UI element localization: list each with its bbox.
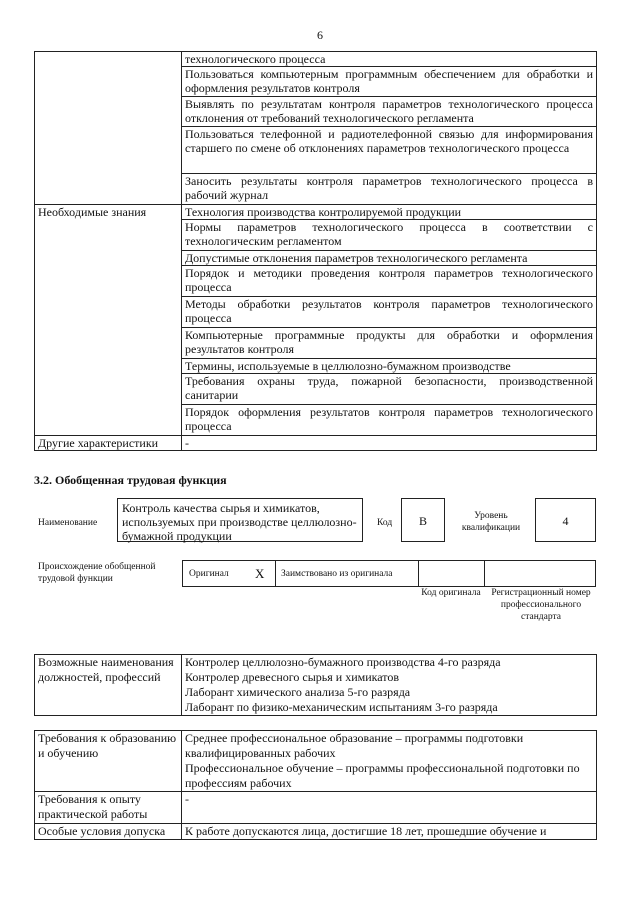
experience-label: Требования к опыту практической работы: [35, 792, 182, 824]
code-value: В: [401, 498, 445, 542]
skill-item: Заносить результаты контроля параметров технологического процесса в рабочий журнал: [182, 174, 597, 205]
divider: [418, 561, 419, 586]
education-item: Профессиональное обучение – программы профессиональной подготовки по профессиям рабочих: [185, 761, 580, 790]
position-item: Лаборант химического анализа 5-го разряда: [185, 685, 411, 699]
code-original-caption: Код оригинала: [421, 588, 481, 598]
name-label: Наименование: [38, 518, 98, 528]
origin-box: [182, 560, 596, 587]
other-characteristics-label: Другие характеристики: [35, 436, 182, 451]
skills-label-cell: [35, 52, 182, 205]
knowledge-item: Допустимые отклонения параметров технологического регламента: [182, 251, 597, 266]
skill-item: Пользоваться компьютерным программным обеспечением для обработки и оформления результатов контроля: [182, 67, 597, 97]
labor-actions-table: [34, 51, 597, 451]
knowledge-item: Методы обработки результатов контроля параметров технологического процесса: [182, 297, 597, 328]
admission-label: Особые условия допуска: [35, 824, 182, 840]
experience-value: -: [182, 792, 597, 824]
function-name: Контроль качества сырья и химикатов, используемых при производстве целлюлозно-бумажной продукции: [122, 501, 357, 543]
divider: [275, 561, 276, 586]
skill-item: технологического процесса: [182, 52, 597, 67]
level-value: 4: [535, 498, 596, 542]
position-item: Лаборант по физико-механическим испытаниям 3-го разряда: [185, 700, 498, 714]
function-name-box: [117, 498, 363, 542]
page-number: 6: [317, 28, 323, 42]
knowledge-item: Порядок оформления результатов контроля параметров технологического процесса: [182, 405, 597, 436]
knowledge-item: Компьютерные программные продукты для обработки и оформления результатов контроля: [182, 328, 597, 359]
original-label: Оригинал: [189, 569, 229, 579]
knowledge-item: Требования охраны труда, пожарной безопасности, производственной санитарии: [182, 374, 597, 405]
requirements-table: [34, 730, 597, 840]
education-values: [182, 731, 597, 792]
skill-item: Выявлять по результатам контроля параметров технологического процесса отклонения от требований технологического регламента: [182, 97, 597, 127]
knowledge-item: Технология производства контролируемой продукции: [182, 205, 597, 220]
skill-item: Пользоваться телефонной и радиотелефонной связью для информирования старшего по смене об отклонениях параметров технологического процесса: [182, 127, 597, 174]
divider: [484, 561, 485, 586]
positions-label: Возможные наименования должностей, профессий: [35, 655, 182, 716]
origin-label: Происхождение обобщенной трудовой функции: [38, 562, 156, 584]
knowledge-item: Порядок и методики проведения контроля параметров технологического процесса: [182, 266, 597, 297]
reg-number-caption: Регистрационный номер профессионального стандарта: [491, 588, 591, 622]
level-label: Уровень квалификации: [461, 511, 521, 533]
admission-value: К работе допускаются лица, достигшие 18 лет, прошедшие обучение и: [182, 824, 597, 840]
knowledge-label: Необходимые знания: [35, 205, 182, 436]
education-label: Требования к образованию и обучению: [35, 731, 182, 792]
other-characteristics-value: -: [182, 436, 597, 451]
knowledge-item: Термины, используемые в целлюлозно-бумажном производстве: [182, 359, 597, 374]
knowledge-item: Нормы параметров технологического процесса в соответствии с технологическим регламентом: [182, 220, 597, 251]
position-item: Контролер древесного сырья и химикатов: [185, 670, 400, 684]
position-item: Контролер целлюлозно-бумажного производства 4-го разряда: [185, 655, 501, 669]
education-item: Среднее профессиональное образование – программы подготовки квалифицированных рабочих: [185, 731, 524, 760]
section-title: 3.2. Обобщенная трудовая функция: [34, 473, 227, 487]
code-label: Код: [377, 518, 393, 528]
original-mark: X: [255, 566, 265, 581]
positions-table: [34, 654, 597, 716]
positions-list: [182, 655, 597, 716]
borrowed-label: Заимствовано из оригинала: [281, 569, 393, 579]
